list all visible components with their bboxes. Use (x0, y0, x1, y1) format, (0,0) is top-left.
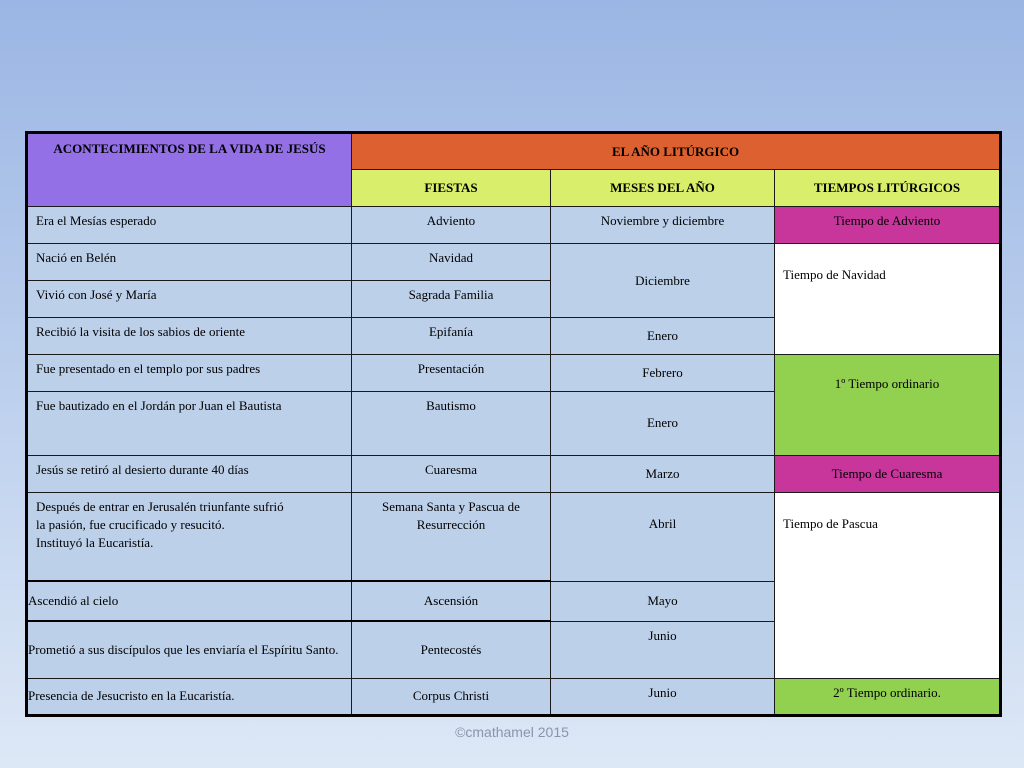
event-cell: Jesús se retiró al desierto durante 40 días (27, 455, 352, 492)
season-cell: Tiempo de Adviento (775, 207, 1001, 244)
event-line: la pasión, fue crucificado y resucitó. (36, 516, 225, 532)
month-cell: Marzo (551, 455, 775, 492)
event-cell: Vivió con José y María (27, 281, 352, 318)
table-row (27, 678, 1001, 715)
table-row (27, 455, 1001, 492)
season-cell: Tiempo de Navidad (775, 244, 1001, 355)
event-cell: Prometió a sus discípulos que les enviaría el Espíritu Santo. (27, 621, 352, 678)
feast-cell: Pentecostés (352, 621, 551, 678)
event-cell: Recibió la visita de los sabios de oriente (27, 318, 352, 355)
feast-cell: Corpus Christi (352, 678, 551, 715)
header-feasts: FIESTAS (352, 170, 551, 207)
event-cell: Fue bautizado en el Jordán por Juan el Bautista (27, 392, 352, 455)
copyright-footer: ©cmathamel 2015 (455, 724, 569, 740)
month-cell: Febrero (551, 355, 775, 392)
header-months: MESES DEL AÑO (551, 170, 775, 207)
event-line: Instituyó la Eucaristía. (36, 534, 154, 550)
event-cell: Presencia de Jesucristo en la Eucaristía. (27, 678, 352, 715)
event-line: Después de entrar en Jerusalén triunfante sufrió (36, 498, 284, 514)
feast-cell: Bautismo (352, 392, 551, 455)
month-cell: Junio (551, 621, 775, 678)
table-row (27, 355, 1001, 392)
season-cell: 1º Tiempo ordinario (775, 355, 1001, 455)
event-cell: Nació en Belén (27, 244, 352, 281)
feast-cell: Adviento (352, 207, 551, 244)
season-cell: 2º Tiempo ordinario. (775, 678, 1001, 715)
month-cell: Diciembre (551, 244, 775, 318)
liturgical-year-table (25, 131, 1002, 717)
event-cell: Era el Mesías esperado (27, 207, 352, 244)
feast-cell: Epifanía (352, 318, 551, 355)
month-cell: Junio (551, 678, 775, 715)
header-row (27, 133, 1001, 170)
month-cell: Noviembre y diciembre (551, 207, 775, 244)
month-cell: Enero (551, 392, 775, 455)
season-cell: Tiempo de Pascua (775, 492, 1001, 678)
feast-cell: Sagrada Familia (352, 281, 551, 318)
table-row (27, 207, 1001, 244)
event-cell: Ascendió al cielo (27, 581, 352, 621)
month-cell: Abril (551, 492, 775, 581)
header-events: ACONTECIMIENTOS DE LA VIDA DE JESÚS (27, 133, 352, 207)
event-cell: Fue presentado en el templo por sus padres (27, 355, 352, 392)
header-liturgical-year: EL AÑO LITÚRGICO (352, 133, 1001, 170)
feast-cell: Ascensión (352, 581, 551, 621)
table-row (27, 244, 1001, 281)
month-cell: Enero (551, 318, 775, 355)
feast-cell: Cuaresma (352, 455, 551, 492)
header-seasons: TIEMPOS LITÚRGICOS (775, 170, 1001, 207)
month-cell: Mayo (551, 581, 775, 621)
feast-cell: Semana Santa y Pascua de Resurrección (352, 492, 551, 581)
table-row (27, 492, 1001, 581)
season-cell: Tiempo de Cuaresma (775, 455, 1001, 492)
feast-cell: Navidad (352, 244, 551, 281)
feast-cell: Presentación (352, 355, 551, 392)
event-cell (27, 492, 352, 581)
